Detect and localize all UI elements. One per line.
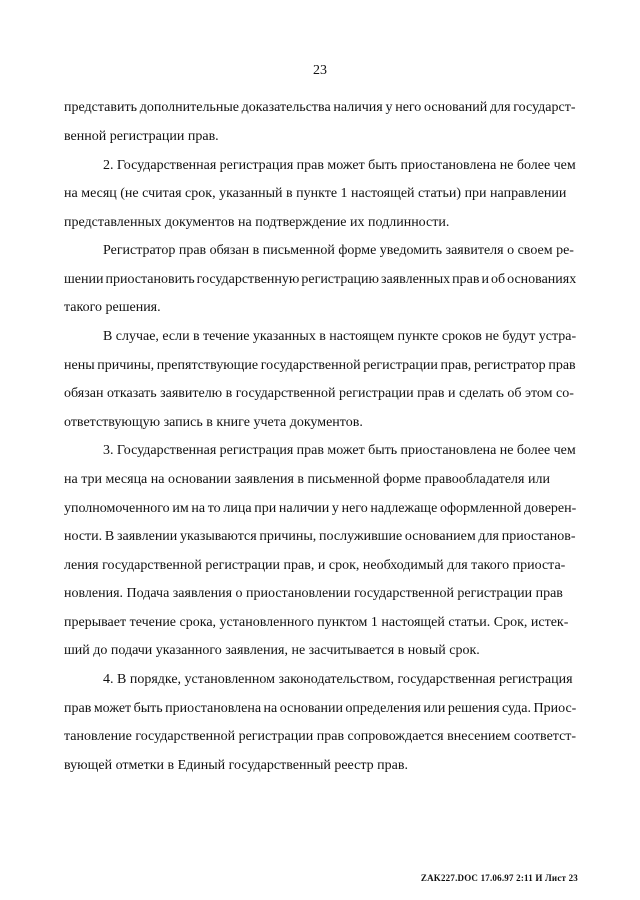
text-line: тановление государственной регистрации прав сопровождается внесением соответст- bbox=[64, 729, 577, 744]
text-line: на три месяца на основании заявления в письменной форме правообладателя или bbox=[64, 472, 550, 487]
text-line: Регистратор прав обязан в письменной форме уведомить заявителя о своем ре- bbox=[103, 243, 574, 258]
text-line: прерывает течение срока, установленного пунктом 1 настоящей статьи. Срок, истек- bbox=[64, 615, 569, 630]
page-number: 23 bbox=[313, 63, 327, 78]
text-line: уполномоченного им на то лица при наличии у него надлежаще оформленной доверен- bbox=[64, 501, 577, 516]
text-line: нены причины, препятствующие государственной регистрации прав, регистратор прав bbox=[64, 358, 576, 373]
text-line: представленных документов на подтверждение их подлинности. bbox=[64, 215, 450, 230]
text-line: новления. Подача заявления о приостановлении государственной регистрации прав bbox=[64, 586, 563, 601]
text-line: ности. В заявлении указываются причины, послужившие основанием для приостанов- bbox=[64, 529, 576, 544]
text-line: представить дополнительные доказательства наличия у него оснований для государст- bbox=[64, 100, 576, 115]
text-line: прав может быть приостановлена на основании определения или решения суда. Приос- bbox=[64, 701, 577, 716]
text-line: В случае, если в течение указанных в настоящем пункте сроков не будут устра- bbox=[103, 329, 577, 344]
text-line: венной регистрации прав. bbox=[64, 129, 219, 144]
text-line: 4. В порядке, установленном законодательством, государственная регистрация bbox=[103, 672, 573, 687]
text-line: вующей отметки в Единый государственный реестр прав. bbox=[64, 758, 408, 773]
document-footer: ZAK227.DOC 17.06.97 2:11 И Лист 23 bbox=[420, 873, 578, 883]
text-line: такого решения. bbox=[64, 300, 161, 315]
text-line: 2. Государственная регистрация прав может быть приостановлена не более чем bbox=[103, 158, 576, 173]
text-line: 3. Государственная регистрация прав может быть приостановлена не более чем bbox=[103, 443, 576, 458]
text-line: ответствующую запись в книге учета документов. bbox=[64, 415, 363, 430]
text-line: на месяц (не считая срок, указанный в пункте 1 настоящей статьи) при направлении bbox=[64, 186, 567, 201]
text-line: шении приостановить государственную регистрацию заявленных прав и об основаниях bbox=[64, 272, 577, 287]
text-line: ления государственной регистрации прав, и срок, необходимый для такого приоста- bbox=[64, 558, 566, 573]
text-line: ший до подачи указанного заявления, не засчитывается в новый срок. bbox=[64, 643, 480, 658]
text-line: обязан отказать заявителю в государственной регистрации прав и сделать об этом со- bbox=[64, 386, 574, 401]
